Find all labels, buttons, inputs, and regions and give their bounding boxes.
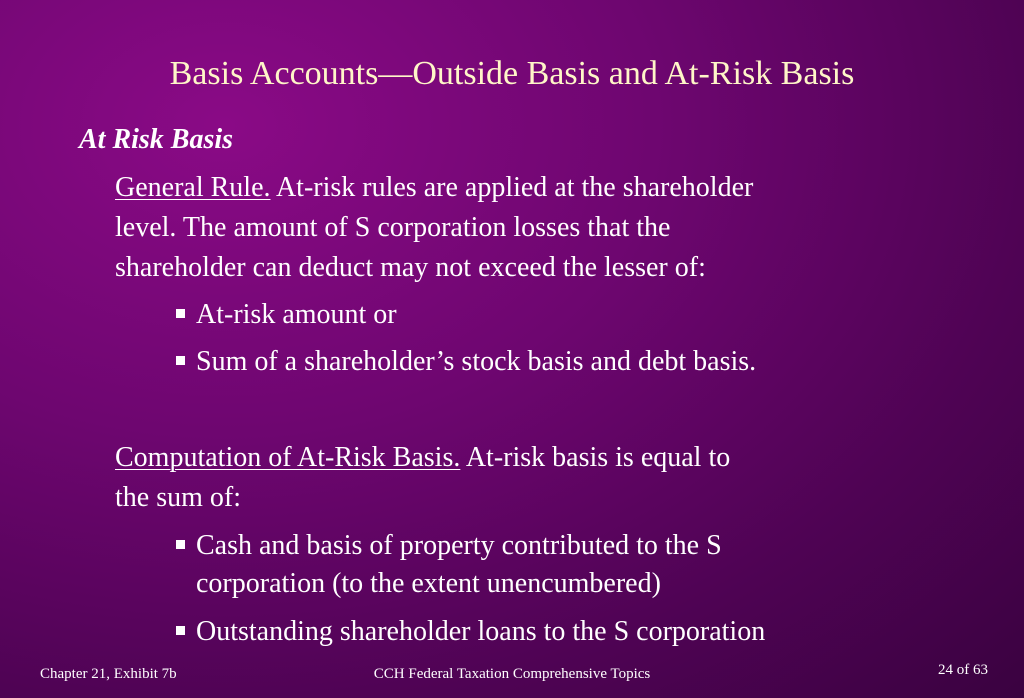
computation-line-1 xyxy=(115,438,730,478)
computation-text: At-risk basis is equal to xyxy=(460,442,731,473)
square-bullet-icon xyxy=(176,540,185,549)
general-rule-paragraph xyxy=(115,168,753,288)
computation-line-2: the sum of: xyxy=(115,482,241,513)
computation-lead: Computation of At-Risk Basis. xyxy=(115,442,461,473)
footer-chapter: Chapter 21, Exhibit 7b xyxy=(40,666,177,682)
footer-page-number: 24 of 63 xyxy=(938,662,988,678)
bullet-text-line-2: corporation (to the extent unencumbered) xyxy=(196,568,661,599)
general-rule-line-3: shareholder can deduct may not exceed the lesser of: xyxy=(115,252,706,283)
bullet-text-line-1: Cash and basis of property contributed to the S xyxy=(196,530,722,561)
bullet-text-line-1: Outstanding shareholder loans to the S corporation xyxy=(196,616,766,647)
bullet-text: At-risk amount or xyxy=(196,299,397,330)
general-rule-line-1 xyxy=(115,168,753,208)
computation-bullet xyxy=(196,613,765,651)
general-rule-bullet xyxy=(196,343,756,381)
square-bullet-icon xyxy=(176,356,185,365)
general-rule-lead: General Rule. xyxy=(115,172,271,203)
computation-paragraph xyxy=(115,438,730,518)
slide-title: Basis Accounts—Outside Basis and At-Risk Basis xyxy=(169,55,855,92)
computation-bullet xyxy=(196,527,722,603)
general-rule-text: At-risk rules are applied at the shareholder xyxy=(270,172,754,203)
general-rule-bullet xyxy=(196,296,397,334)
general-rule-line-2: level. The amount of S corporation losses that the xyxy=(115,212,671,243)
square-bullet-icon xyxy=(176,309,185,318)
footer-publication: CCH Federal Taxation Comprehensive Topics xyxy=(373,666,651,682)
bullet-text: Sum of a shareholder’s stock basis and debt basis. xyxy=(196,346,757,377)
section-heading: At Risk Basis xyxy=(79,124,234,155)
square-bullet-icon xyxy=(176,626,185,635)
